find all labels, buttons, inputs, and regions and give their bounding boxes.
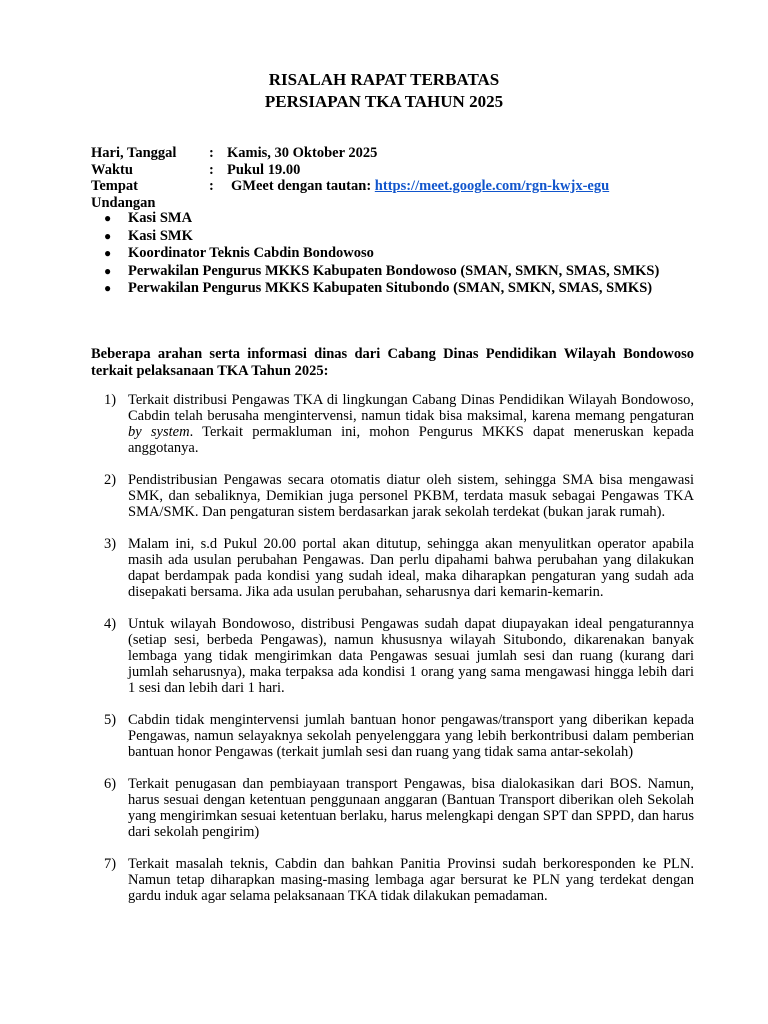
item-text: Untuk wilayah Bondowoso, distribusi Pengawas sudah dapat diupayakan ideal pengaturannya (setiap sesi, berbeda Pengawas), namun khususnya wilayah Situbondo, dikarenakan banyak lembaga yang tidak mengirimkan data Pengawas sesuai jumlah sesi dan ruang (kurang dari jumlah seharusnya), maka terpaksa ada kondisi 1 orang yang sama mengawasi hingga lebih dari 1 sesi dan lebih dari 1 hari.: [128, 616, 694, 696]
meet-link[interactable]: https://meet.google.com/rgn-kwjx-egu: [374, 178, 610, 194]
list-item: [91, 776, 694, 840]
meeting-info: [91, 145, 609, 211]
item-text: Cabdin tidak mengintervensi jumlah bantuan honor pengawas/transport yang diberikan kepada Pengawas, namun selayaknya sekolah penyelenggara yang lebih berkontribusi dalam pemberian bantuan honor Pengawas (terkait jumlah sesi dan ruang yang tidak sama antar-sekolah): [128, 712, 694, 760]
bullet-icon: ●: [104, 211, 112, 225]
tempat-label: Tempat: [91, 178, 138, 194]
hari-label: Hari, Tanggal: [91, 145, 177, 161]
colon: :: [209, 161, 214, 178]
item-number: 5): [104, 712, 117, 728]
item-text: Terkait penugasan dan pembiayaan transport Pengawas, bisa dialokasikan dari BOS. Namun, harus sesuai dengan ketentuan penggunaan anggaran (Bantuan Transport diberikan oleh Sekolah yang mengirimkan sesuai ketentuan berlaku, harus melengkapi dengan SPT dan SPPD, dan harus dari sekolah pengirim): [128, 776, 694, 840]
tempat-text: GMeet dengan tautan:: [231, 178, 375, 194]
meta-row-hari: [91, 145, 609, 162]
item-text: Pendistribusian Pengawas secara otomatis diatur oleh sistem, sehingga SMA bisa mengawasi SMK, dan sebaliknya, Demikian juga personel PKBM, terdata masuk sebagai Pengawas TKA SMA/SMK. Dan pengaturan sistem berdasarkan jarak sekolah terdekat (bukan jarak rumah).: [128, 472, 694, 520]
intro-paragraph: Beberapa arahan serta informasi dinas dari Cabang Dinas Pendidikan Wilayah Bondowoso terkait pelaksanaan TKA Tahun 2025:: [91, 346, 694, 379]
waktu-value: Pukul 19.00: [227, 161, 301, 178]
list-item: [91, 245, 694, 262]
bullet-icon: ●: [104, 246, 112, 260]
bullet-icon: ●: [104, 281, 112, 295]
undangan-list: [91, 210, 694, 298]
meta-row-tempat: [91, 178, 609, 195]
undangan-item-text: Perwakilan Pengurus MKKS Kabupaten Situbondo (SMAN, SMKN, SMAS, SMKS): [128, 280, 653, 296]
item-text: Terkait masalah teknis, Cabdin dan bahkan Panitia Provinsi sudah berkoresponden ke PLN. Namun tetap diharapkan masing-masing lembaga agar bersurat ke PLN yang terdekat dengan gardu induk agar selama pelaksanaan TKA tidak dilakukan pemadaman.: [128, 856, 694, 904]
list-item: [91, 712, 694, 760]
item-number: 1): [104, 392, 117, 408]
bullet-icon: ●: [104, 263, 112, 278]
hari-value: Kamis, 30 Oktober 2025: [227, 145, 378, 161]
list-item: [91, 210, 694, 227]
item-text: Malam ini, s.d Pukul 20.00 portal akan ditutup, sehingga akan menyulitkan operator apabila masih ada usulan perubahan Pengawas. Dan perlu dipahami bahwa perubahan yang dilakukan dapat berdampak pada kondisi yang sudah ideal, maka diharapkan pengaturan yang sudah ada disepakati bersama. Jika ada usulan perubahan, seharusnya dari kemarin-kemarin.: [128, 536, 694, 600]
meta-row-undangan: [91, 195, 609, 212]
colon: :: [209, 178, 214, 194]
item-text-before: Terkait distribusi Pengawas TKA di lingkungan Cabang Dinas Pendidikan Wilayah Bondowoso, Cabdin telah berusaha mengintervensi, namun tidak bisa maksimal, karena memang pengaturan: [128, 392, 694, 424]
tempat-value: [227, 178, 609, 195]
list-item: [91, 616, 694, 696]
item-number: 3): [104, 536, 117, 552]
undangan-item-text: Perwakilan Pengurus MKKS Kabupaten Bondowoso (SMAN, SMKN, SMAS, SMKS): [128, 262, 660, 279]
list-item: [91, 228, 694, 245]
list-item: [91, 280, 694, 297]
document-title-line2: PERSIAPAN TKA TAHUN 2025: [264, 92, 504, 111]
list-item: [91, 856, 694, 904]
bullet-icon: ●: [104, 228, 112, 243]
undangan-item-text: Kasi SMA: [128, 210, 193, 226]
list-item: [91, 263, 694, 280]
document-title-line1: RISALAH RAPAT TERBATAS: [268, 70, 500, 89]
item-text-italic: by system: [128, 424, 190, 440]
undangan-item-text: Koordinator Teknis Cabdin Bondowoso: [128, 245, 374, 261]
item-text-after: . Terkait permakluman ini, mohon Pengurus MKKS dapat meneruskan kepada anggotanya.: [128, 424, 694, 456]
meta-row-waktu: [91, 162, 609, 179]
undangan-label: Undangan: [91, 194, 156, 211]
list-item: [91, 392, 694, 456]
undangan-item-text: Kasi SMK: [128, 227, 193, 244]
list-item: [91, 472, 694, 520]
item-number: 2): [104, 472, 117, 488]
arahan-list: [91, 392, 694, 920]
list-item: [91, 536, 694, 600]
waktu-label: Waktu: [91, 161, 133, 178]
colon: :: [209, 145, 214, 161]
item-number: 6): [104, 776, 117, 792]
item-number: 4): [104, 616, 117, 632]
item-number: 7): [104, 856, 117, 872]
